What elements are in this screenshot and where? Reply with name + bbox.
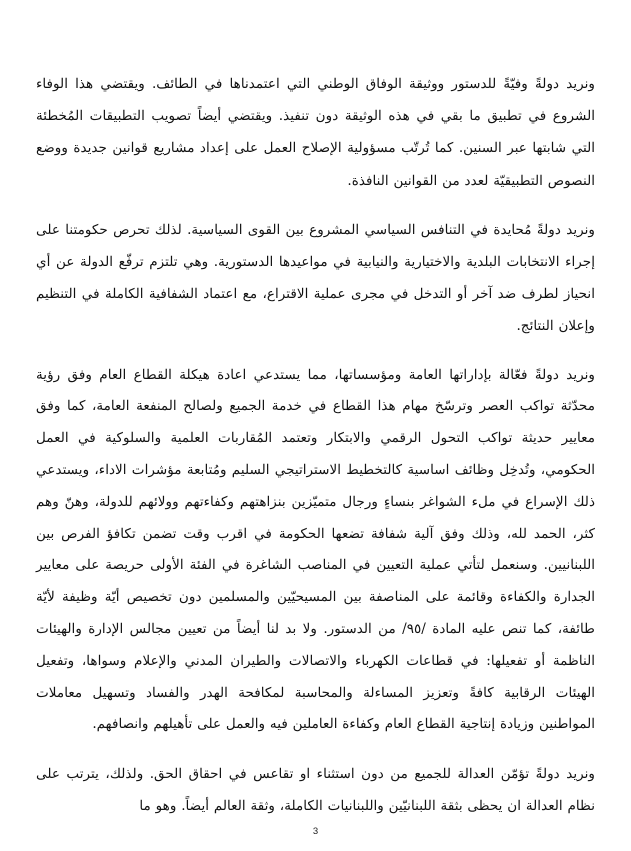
paragraph-constitution-taif: ونريد دولةً وفيّةً للدستور ووثيقة الوفاق الوطني التي اعتمدناها في الطائف. ويقتضي هذا الوفاء الشروع في تطبيق ما بقي في هذه الوثيقة دون تنفيذ. ويقتضي أيضاً تصويب التطبيقات المُخطئة التي شابتها عبر السنين. كما تُرتّب مسؤولية الإصلاح العمل على إعداد مشاريع قوانين جديدة ووضع النصوص التطبيقيّة لعدد من القوانين النافذة. xyxy=(36,76,595,189)
paragraph-effective-public-sector: ونريد دولةً فعّالة بإداراتها العامة ومؤسساتها، مما يستدعي اعادة هيكلة القطاع العام وفق رؤية محدّثة تواكب العصر وترسّخ مهام هذا القطاع في خدمة الجميع ولصالح المنفعة العامة، كما وفق معايير حديثة تواكب التحول الرقمي والابتكار وتعتمد المُقاربات العلمية والسلوكية في العمل الحكومي، وتُدخِل وظائف اساسية كالتخطيط الاستراتيجي السليم ومُتابعة مؤشرات الاداء، ويستدعي ذلك الإسراع في ملء الشواغر بنساءٍ ورجال متميّزين بنزاهتهم وكفاءتهم وولائهم للدولة، وهنّ وهم كثر، الحمد لله، وذلك وفق آلية شفافة تضعها الحكومة في اقرب وقت تضمن تكافؤ الفرص بين اللبنانيين. وسنعمل لتأتي عملية التعيين في المناصب الشاغرة في الفئة الأولى حريصة على معايير الجدارة والكفاءة وقائمة على المناصفة بين المسيحيّين والمسلمين دون تخصيص أيّة وظيفة لأيّة طائفة، كما تنص عليه المادة /٩٥/ من الدستور. ولا بد لنا أيضاً من تعيين مجالس الإدارة والهيئات الناظمة أو تفعيلها: في قطاعات الكهرباء والاتصالات والطيران المدني والإعلام وسواها، وتفعيل الهيئات الرقابية كافةً وتعزيز المساءلة والمحاسبة لمكافحة الهدر والفساد وتسهيل معاملات المواطنين وزيادة إنتاجية القطاع العام وكفاءة العاملين فيه والعمل على تأهيلهم وانصافهم. xyxy=(36,366,595,733)
paragraph-neutral-state-elections: ونريد دولةً مُحايدة في التنافس السياسي المشروع بين القوى السياسية. لذلك تحرص حكومتنا على إجراء الانتخابات البلدية والاختيارية والنيابية في مواعيدها الدستورية. وهي تلتزم ترفّع الدولة عن أي انحياز لطرف ضد آخر أو التدخل في مجرى عملية الاقتراع، مع اعتماد الشفافية الكاملة في التنظيم وإعلان النتائج. xyxy=(36,221,595,335)
paragraph-justice: ونريد دولةً تؤمّن العدالة للجميع من دون استثناء او تقاعس في احقاق الحق. ولذلك، يترتب على نظام العدالة ان يحظى بثقة اللبنانيّين واللبنانيات الكاملة، وثقة العالم أيضاً. وهو ما xyxy=(36,766,595,815)
page-number: 3 xyxy=(312,826,319,837)
